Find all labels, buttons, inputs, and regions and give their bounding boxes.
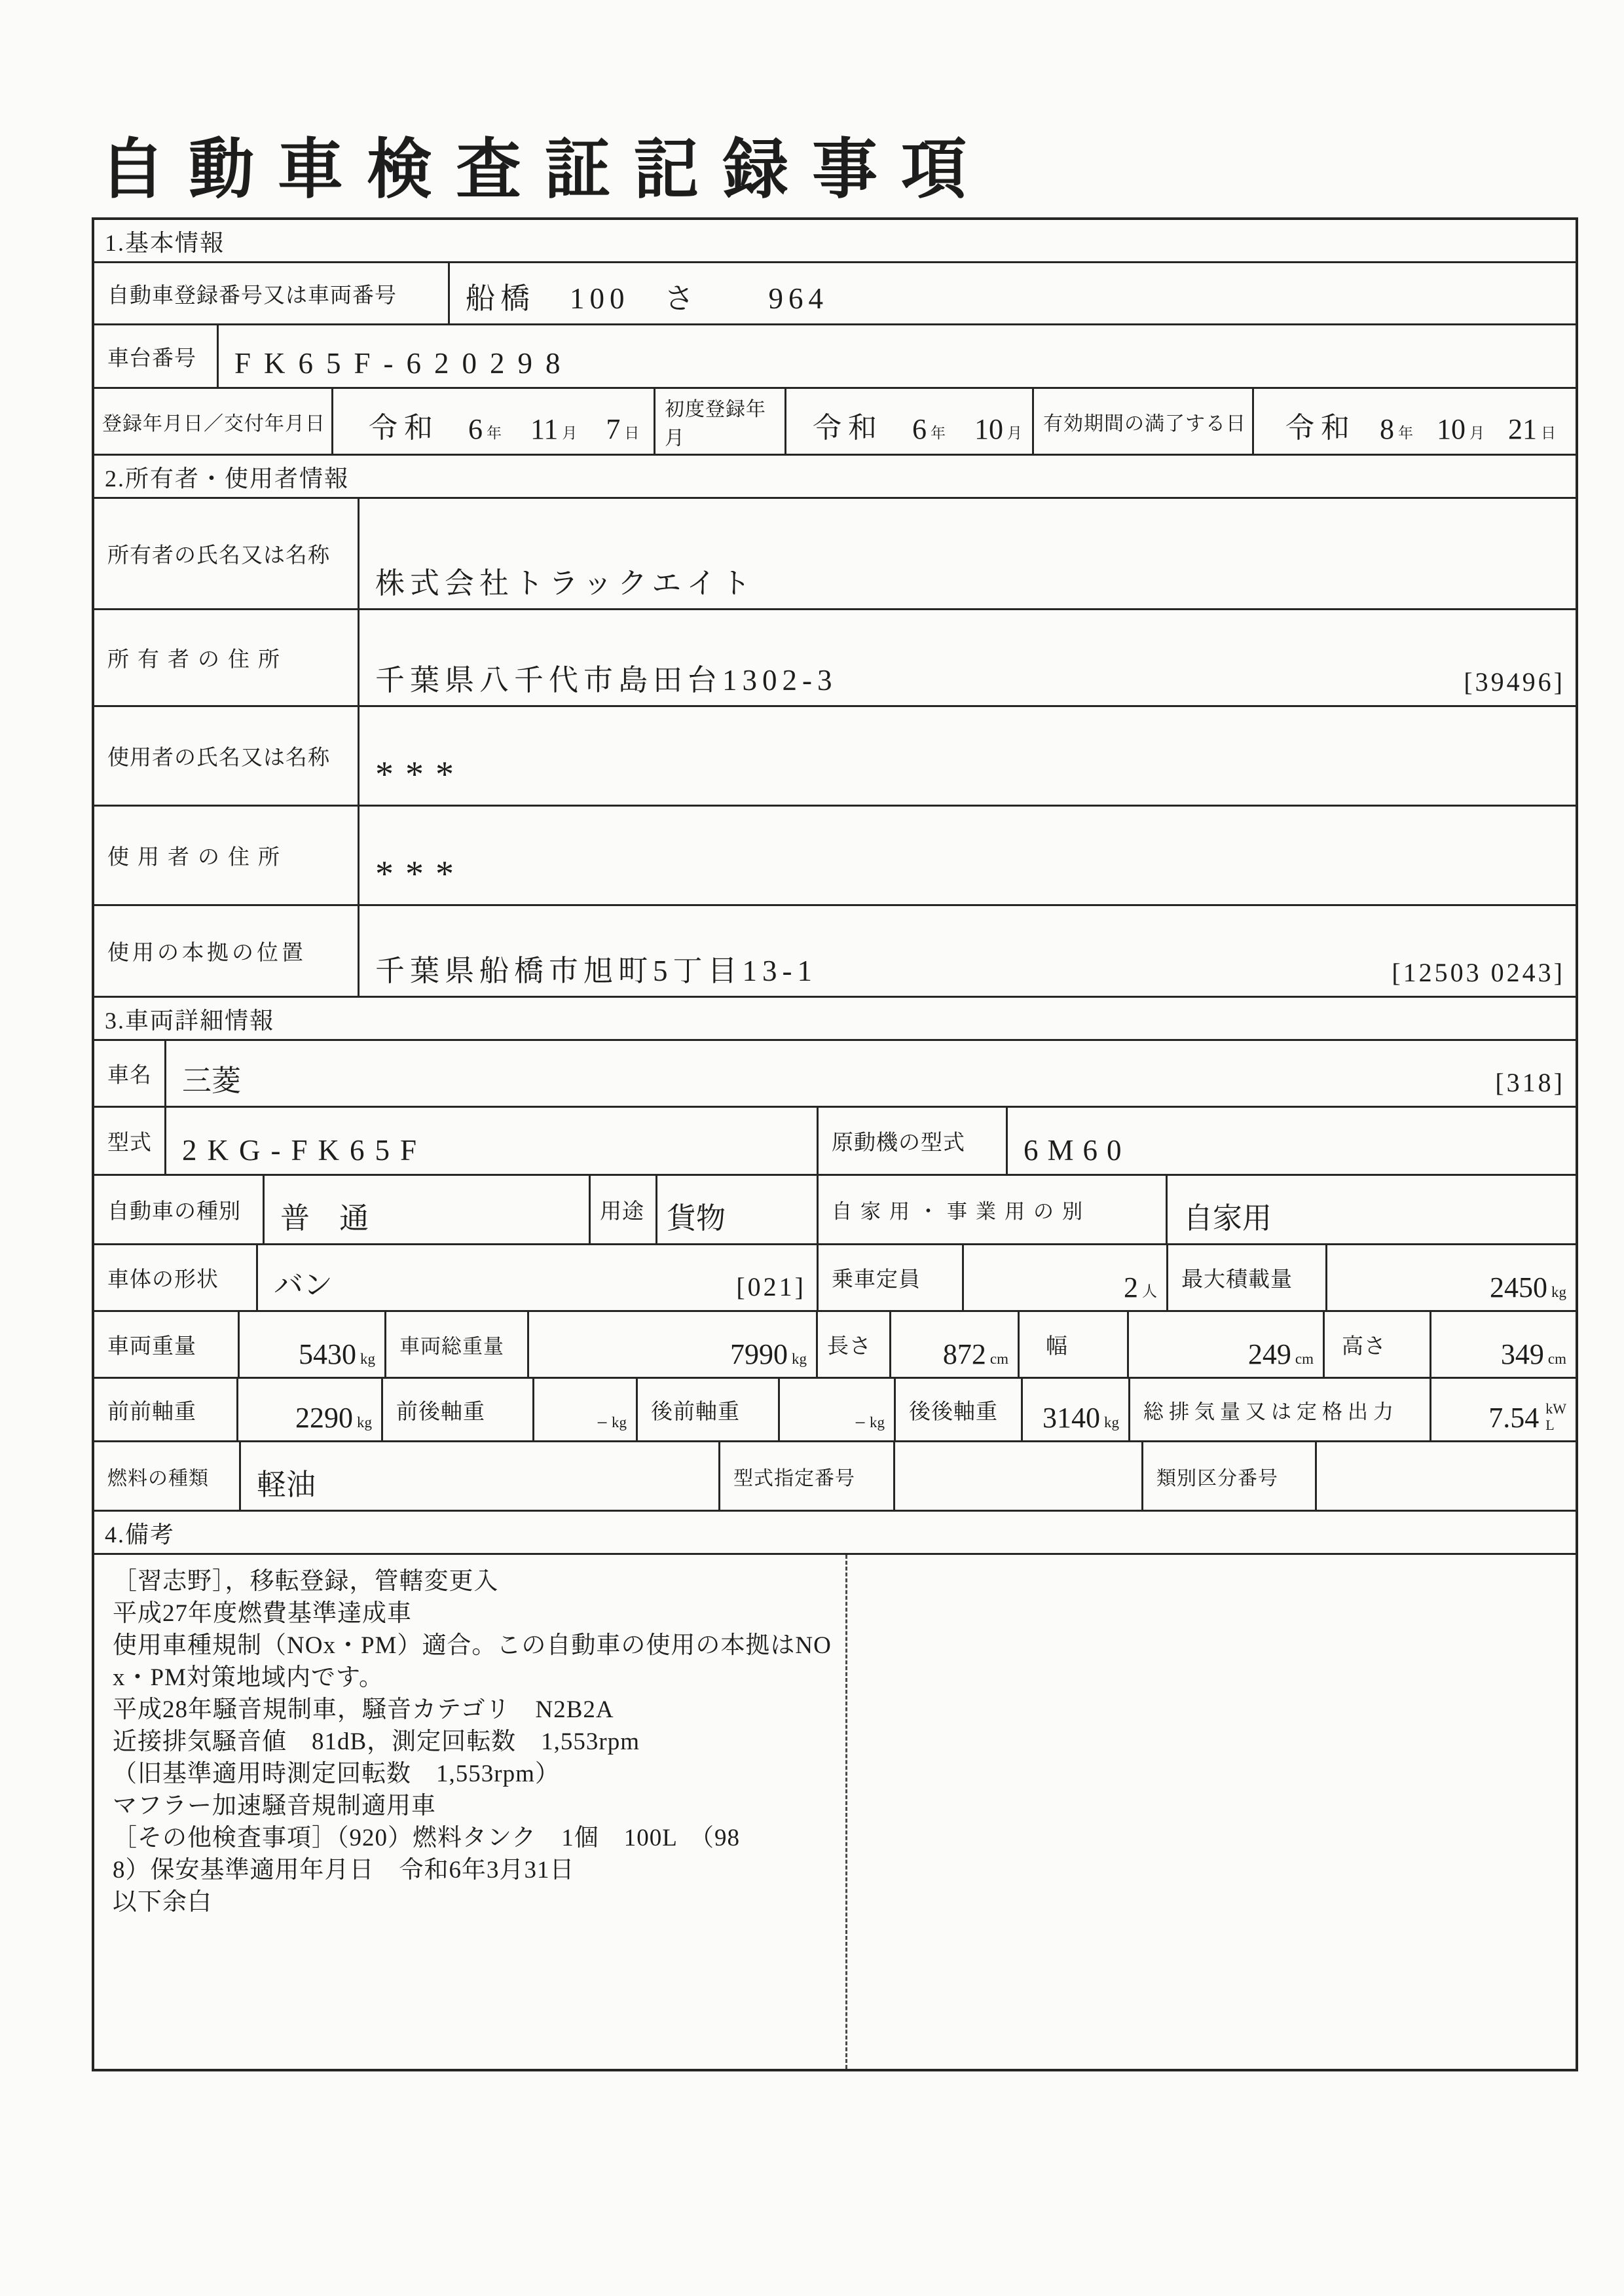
- user-name-label: 使用者の氏名又は名称: [94, 707, 360, 805]
- day-value: 21: [1508, 413, 1537, 445]
- remarks-line: マフラー加速騒音規制適用車: [113, 1793, 436, 1819]
- section3-header: 3.車両詳細情報: [94, 998, 1576, 1041]
- month-value: 11: [530, 413, 559, 445]
- month-unit: 月: [562, 425, 578, 441]
- chassis-number-value: FK65F-620298: [234, 347, 574, 380]
- base-location-label: 使用の本拠の位置: [94, 906, 360, 996]
- max-load-value: [1327, 1245, 1576, 1310]
- remarks-line: 8）保安基準適用年月日 令和6年3月31日: [113, 1857, 575, 1884]
- row-registration-dates: [94, 389, 1576, 456]
- axle-number: 2290: [295, 1402, 353, 1434]
- max-load-label: 最大積載量: [1168, 1245, 1327, 1310]
- masked-value: ***: [375, 854, 466, 894]
- remarks-line: 近接排気騒音値 81dB，測定回転数 1,553rpm: [113, 1728, 640, 1755]
- kg-unit: kg: [357, 1414, 372, 1430]
- owner-address-label: 所有者の住所: [94, 610, 360, 705]
- base-location-cell: [360, 906, 1576, 996]
- capacity-value: [964, 1245, 1168, 1310]
- month-value: 10: [974, 413, 1003, 445]
- page-title: 自動車検査証記録事項: [100, 134, 990, 206]
- user-address-label: 使用者の住所: [94, 807, 360, 904]
- year-value: 6: [468, 413, 483, 445]
- kw-unit: kW: [1545, 1400, 1566, 1417]
- expiry-date-value: [1254, 389, 1576, 454]
- row-body-shape: [94, 1245, 1576, 1312]
- user-name-value: [360, 707, 1576, 805]
- owner-address-value: 千葉県八千代市島田台1302-3: [375, 664, 838, 697]
- row-model: [94, 1108, 1576, 1176]
- era-text: 令和: [1285, 412, 1356, 444]
- category-number-label: 類別区分番号: [1143, 1442, 1317, 1510]
- row-fuel-type: [94, 1442, 1576, 1512]
- private-business-value: 自家用: [1183, 1202, 1272, 1235]
- user-address-value: [360, 807, 1576, 904]
- cm-unit: cm: [989, 1351, 1008, 1367]
- day-unit: 日: [624, 425, 640, 441]
- gross-weight-value: [529, 1312, 818, 1377]
- car-name-cell: [166, 1041, 1576, 1106]
- plate-number-value: 船橋 100 さ 964: [466, 282, 829, 315]
- first-registration-label: 初度登録年月: [655, 389, 786, 454]
- vehicle-category-label: 自動車の種別: [94, 1176, 265, 1243]
- registration-date-label: 登録年月日／交付年月日: [94, 389, 333, 454]
- person-unit: 人: [1142, 1283, 1157, 1300]
- masked-value: ***: [375, 754, 466, 795]
- body-shape-code: [021]: [736, 1272, 806, 1302]
- fuel-value: 軽油: [241, 1442, 720, 1510]
- remarks-lines: [113, 1565, 1576, 1918]
- remarks-line: 使用車種規制（NOx・PM）適合。この自動車の使用の本拠はNO: [113, 1632, 832, 1659]
- remarks-fold-divider: [845, 1555, 847, 2069]
- height-value: [1431, 1312, 1576, 1377]
- section4-header: 4.備考: [94, 1512, 1576, 1555]
- car-name-value: 三菱: [182, 1065, 242, 1097]
- axle-front-rear-value: [534, 1379, 638, 1440]
- axle-rear-rear-value: [1023, 1379, 1130, 1440]
- month-group: [974, 412, 1022, 446]
- section1-header: 1.基本情報: [94, 220, 1576, 263]
- remarks-line: 平成27年度燃費基準達成車: [113, 1600, 412, 1627]
- certificate-table: [92, 217, 1578, 2071]
- axle-front-front-value: [238, 1379, 383, 1440]
- row-plate-number: [94, 263, 1576, 325]
- first-registration-value: [786, 389, 1034, 454]
- day-value: 7: [606, 413, 621, 445]
- axle-rear-rear-label: 後後軸重: [896, 1379, 1023, 1440]
- day-unit: 日: [1541, 425, 1556, 441]
- remarks-line: 平成28年騒音規制車，騒音カテゴリ N2B2A: [113, 1696, 614, 1723]
- axle-number: 3140: [1043, 1402, 1100, 1434]
- month-group: [1437, 412, 1485, 446]
- year-unit: 年: [931, 425, 946, 441]
- row-axle-weights: [94, 1379, 1576, 1442]
- capacity-label: 乗車定員: [819, 1245, 964, 1310]
- vehicle-category-value: 普 通: [265, 1176, 591, 1243]
- height-number: 349: [1500, 1338, 1544, 1370]
- remarks-line: ［その他検査事項］（920）燃料タンク 1個 100L （98: [113, 1825, 740, 1851]
- row-base-location: [94, 906, 1576, 998]
- day-group: [606, 412, 639, 446]
- width-label: 幅: [1020, 1312, 1129, 1377]
- era-text: 令和: [369, 412, 439, 444]
- row-owner-name: [94, 499, 1576, 610]
- remarks-line: ［習志野］，移転登録，管轄変更入: [113, 1568, 499, 1595]
- category-number-value: [1317, 1442, 1576, 1510]
- axle-rear-front-label: 後前軸重: [638, 1379, 780, 1440]
- kg-unit: kg: [870, 1414, 885, 1430]
- chassis-number-label: 車台番号: [94, 325, 219, 387]
- length-number: 872: [942, 1338, 986, 1370]
- length-value: [891, 1312, 1020, 1377]
- year-unit: 年: [487, 425, 502, 441]
- expiry-date-label: 有効期間の満了する日: [1034, 389, 1254, 454]
- gross-weight-label: 車両総重量: [386, 1312, 529, 1377]
- use-type-value: 貨物: [657, 1176, 819, 1243]
- row-chassis-number: [94, 325, 1576, 389]
- row-vehicle-category: [94, 1176, 1576, 1245]
- kg-unit: kg: [1551, 1284, 1566, 1300]
- gross-weight-number: 7990: [730, 1338, 788, 1370]
- year-group: [912, 412, 946, 446]
- owner-address-code: [39496]: [1464, 667, 1565, 697]
- displacement-value: [1431, 1379, 1576, 1440]
- base-location-value: 千葉県船橋市旭町5丁目13-1: [375, 955, 817, 987]
- owner-address-cell: [360, 610, 1576, 705]
- axle-front-front-label: 前前軸重: [94, 1379, 238, 1440]
- vehicle-weight-value: [240, 1312, 386, 1377]
- year-group: [1380, 412, 1413, 446]
- displacement-number: 7.54: [1488, 1402, 1540, 1434]
- car-name-code: [318]: [1495, 1068, 1565, 1097]
- axle-number: −: [597, 1412, 608, 1434]
- plate-number-label: 自動車登録番号又は車両番号: [94, 263, 450, 323]
- remarks-line: （旧基準適用時測定回転数 1,553rpm）: [113, 1760, 560, 1787]
- month-unit: 月: [1469, 425, 1485, 441]
- body-shape-cell: [258, 1245, 819, 1310]
- engine-model-value: 6M60: [1024, 1134, 1131, 1167]
- axle-front-rear-label: 前後軸重: [383, 1379, 534, 1440]
- use-type-label: 用途: [591, 1176, 657, 1243]
- cm-unit: cm: [1295, 1351, 1314, 1367]
- body-shape-value: バン: [274, 1269, 333, 1302]
- axle-number: −: [855, 1412, 866, 1434]
- liter-unit: L: [1545, 1417, 1555, 1433]
- cm-unit: cm: [1547, 1351, 1566, 1367]
- car-name-label: 車名: [94, 1041, 166, 1106]
- year-value: 8: [1380, 413, 1394, 445]
- remarks-line: x・PM対策地域内です。: [113, 1664, 384, 1691]
- private-business-label: 自家用・事業用の別: [819, 1176, 1168, 1243]
- owner-name-value: 株式会社トラックエイト: [375, 567, 756, 600]
- max-load-number: 2450: [1490, 1271, 1547, 1303]
- length-label: 長さ: [818, 1312, 891, 1377]
- row-weights-dimensions: [94, 1312, 1576, 1379]
- month-unit: 月: [1007, 425, 1022, 441]
- kg-unit: kg: [360, 1351, 375, 1367]
- month-group: [530, 412, 577, 446]
- year-unit: 年: [1398, 425, 1413, 441]
- vehicle-weight-label: 車両重量: [94, 1312, 240, 1377]
- axle-rear-front-value: [780, 1379, 896, 1440]
- kw-liter-unit: [1545, 1400, 1566, 1434]
- row-owner-address: [94, 610, 1576, 707]
- year-group: [468, 412, 502, 446]
- width-value: [1129, 1312, 1325, 1377]
- body-shape-label: 車体の形状: [94, 1245, 258, 1310]
- displacement-label: 総排気量又は定格出力: [1130, 1379, 1431, 1440]
- vehicle-weight-number: 5430: [299, 1338, 356, 1370]
- base-location-code: [12503 0243]: [1392, 958, 1565, 987]
- year-value: 6: [912, 413, 927, 445]
- remarks-box: [94, 1555, 1576, 2069]
- era-text: 令和: [813, 412, 883, 444]
- row-car-name: [94, 1041, 1576, 1108]
- remarks-line: 以下余白: [113, 1889, 212, 1916]
- row-user-name: [94, 707, 1576, 807]
- capacity-number: 2: [1124, 1271, 1138, 1303]
- section2-header: 2.所有者・使用者情報: [94, 456, 1576, 499]
- kg-unit: kg: [612, 1414, 627, 1430]
- width-number: 249: [1247, 1338, 1291, 1370]
- fuel-label: 燃料の種類: [94, 1442, 241, 1510]
- type-designation-label: 型式指定番号: [720, 1442, 895, 1510]
- owner-name-label: 所有者の氏名又は名称: [94, 499, 360, 608]
- height-label: 高さ: [1325, 1312, 1431, 1377]
- type-designation-value: [895, 1442, 1143, 1510]
- kg-unit: kg: [1104, 1414, 1119, 1430]
- model-label: 型式: [94, 1108, 166, 1174]
- engine-model-label: 原動機の型式: [819, 1108, 1008, 1174]
- day-group: [1508, 412, 1556, 446]
- month-value: 10: [1437, 413, 1466, 445]
- kg-unit: kg: [792, 1351, 807, 1367]
- row-user-address: [94, 807, 1576, 906]
- model-value: 2KG-FK65F: [166, 1108, 819, 1174]
- registration-date-value: [333, 389, 655, 454]
